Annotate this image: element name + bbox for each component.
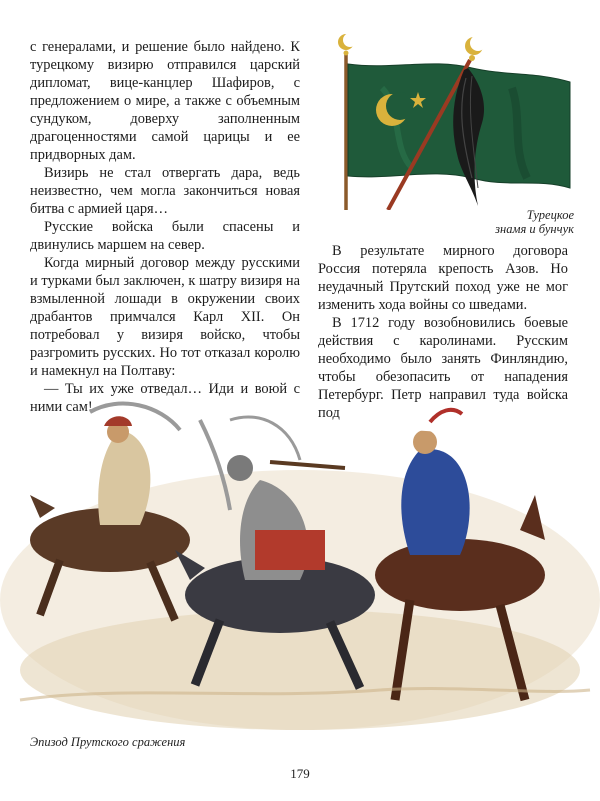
crescent-finial-icon	[338, 33, 357, 56]
paragraph: с генералами, и решение было найдено. К турецкому визирю отправился царский дипломат, вице-канцлер Шафиров, с предложением о мире, а также с объемным сундуком, доверху заполненным драгоценностями самой царицы и ее придворных дам.	[30, 39, 300, 163]
right-text-column	[318, 242, 568, 422]
paragraph: Когда мирный договор между русскими и турками был заключен, к шатру визиря на взмыленной лошади в окружении своих драбантов примчался Карл XII. Он потребовал у визиря войско, чтобы разгромить русских. Но тот отказал королю и намекнул на Полтаву:	[30, 255, 300, 379]
paragraph: В 1712 году возобновились боевые действия с каролинами. Русским необходимо было занять Финляндию, чтобы обезопасить от нападения Петербург. Петр направил туда войска под	[318, 315, 568, 421]
battle-caption: Эпизод Прутского сражения	[30, 735, 186, 749]
paragraph: — Ты их уже отведал… Иди и воюй с ними сам!	[30, 381, 300, 415]
paragraph: В результате мирного договора Россия потеряла крепость Азов. Но неудачный Прутский поход уже не мог изменить хода войны со шведами.	[318, 243, 568, 313]
bunchuk-crescent-icon	[465, 35, 486, 61]
battle-illustration	[0, 400, 600, 740]
caption-line: знамя и бунчук	[495, 222, 574, 236]
page-number: 179	[290, 766, 310, 781]
flag-caption	[470, 208, 574, 236]
caption-line: Турецкое	[526, 208, 574, 222]
musket-icon	[270, 462, 345, 468]
paragraph: Русские войска были спасены и двинулись маршем на север.	[30, 219, 300, 253]
left-text-column	[30, 38, 300, 416]
paragraph: Визирь не стал отвергать дара, ведь неизвестно, чем могла закончиться новая битва с армией царя…	[30, 165, 300, 217]
saber-icon	[90, 404, 180, 430]
turkish-flag-illustration	[322, 28, 572, 210]
